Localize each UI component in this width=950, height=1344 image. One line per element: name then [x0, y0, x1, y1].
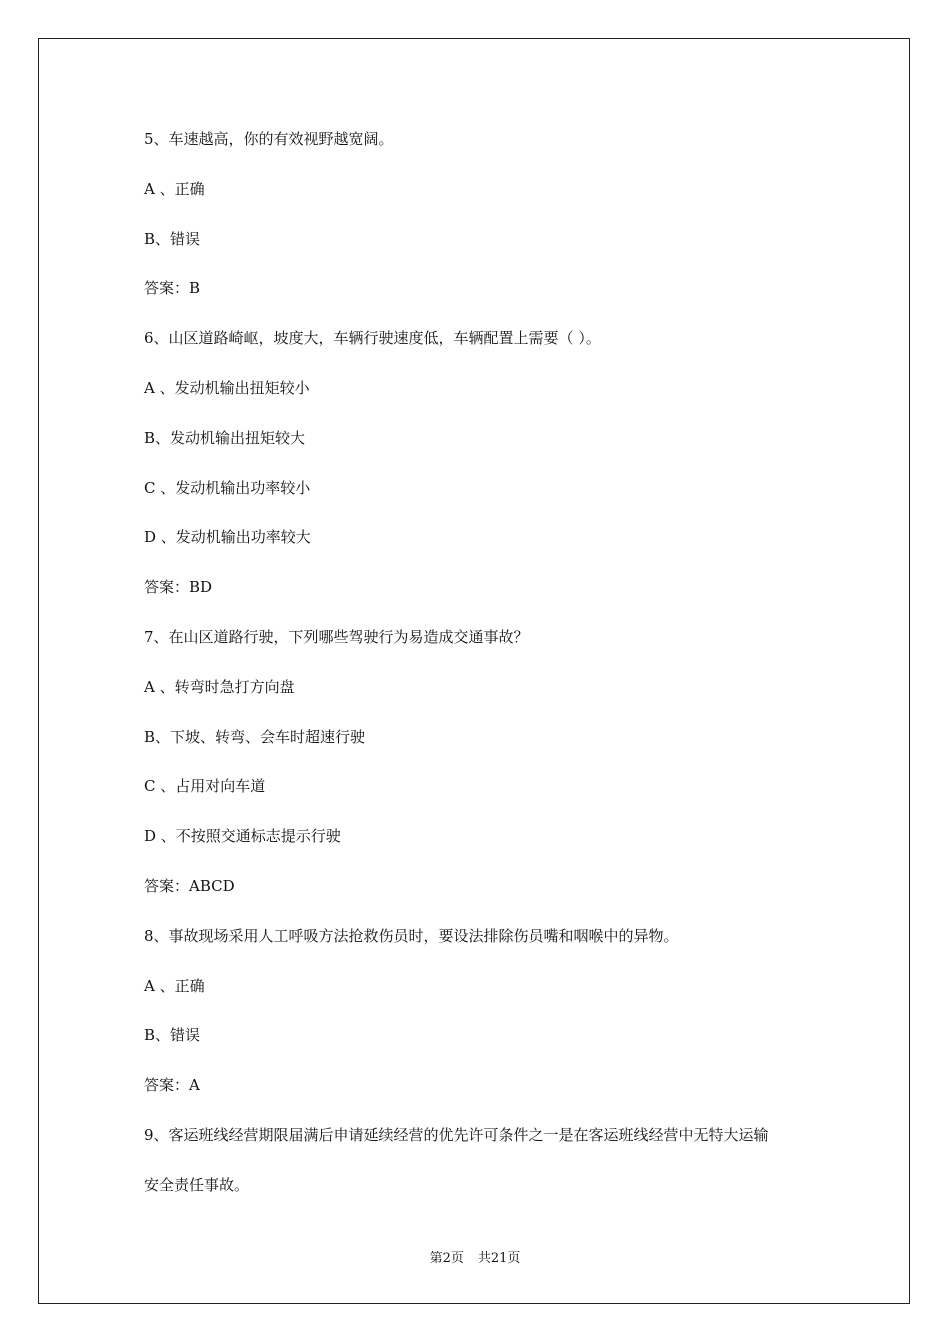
question-6-option-c: C 、发动机输出功率较小 [144, 478, 311, 497]
question-7-option-c: C 、占用对向车道 [144, 777, 266, 796]
question-5-option-b: B、错误 [144, 229, 201, 248]
question-5-option-a: A 、正确 [144, 179, 205, 198]
question-6-option-a: A 、发动机输出扭矩较小 [144, 378, 310, 397]
question-6-option-b: B、发动机输出扭矩较大 [144, 428, 306, 447]
question-5: 5、车速越高，你的有效视野越宽阔。 [144, 130, 394, 148]
question-5-answer: 答案：B [144, 279, 201, 298]
question-7-option-b: B、下坡、转弯、会车时超速行驶 [144, 727, 366, 746]
question-8-option-b: B、错误 [144, 1026, 201, 1045]
page-footer [0, 1247, 950, 1266]
question-9-continued: 安全责任事故。 [144, 1175, 250, 1194]
question-7-answer: 答案：ABCD [144, 876, 235, 895]
question-8: 8、事故现场采用人工呼吸方法抢救伤员时，要设法排除伤员嘴和咽喉中的异物。 [144, 926, 679, 945]
page-total: 共21页 [477, 1251, 521, 1266]
question-6: 6、山区道路崎岖，坡度大，车辆行驶速度低，车辆配置上需要（ ）。 [144, 329, 601, 348]
question-7-option-d: D 、不按照交通标志提示行驶 [144, 827, 341, 846]
page-number: 第2页 [429, 1251, 464, 1266]
question-7-option-a: A 、转弯时急打方向盘 [144, 677, 295, 696]
question-8-answer: 答案：A [144, 1076, 200, 1095]
question-6-answer: 答案：BD [144, 578, 213, 597]
question-7: 7、在山区道路行驶，下列哪些驾驶行为易造成交通事故？ [144, 627, 529, 646]
question-8-option-a: A 、正确 [144, 976, 205, 995]
question-9: 9、客运班线经营期限届满后申请延续经营的优先许可条件之一是在客运班线经营中无特大运输 [144, 1125, 769, 1144]
document-body [144, 124, 824, 1220]
question-6-option-d: D 、发动机输出功率较大 [144, 528, 311, 547]
